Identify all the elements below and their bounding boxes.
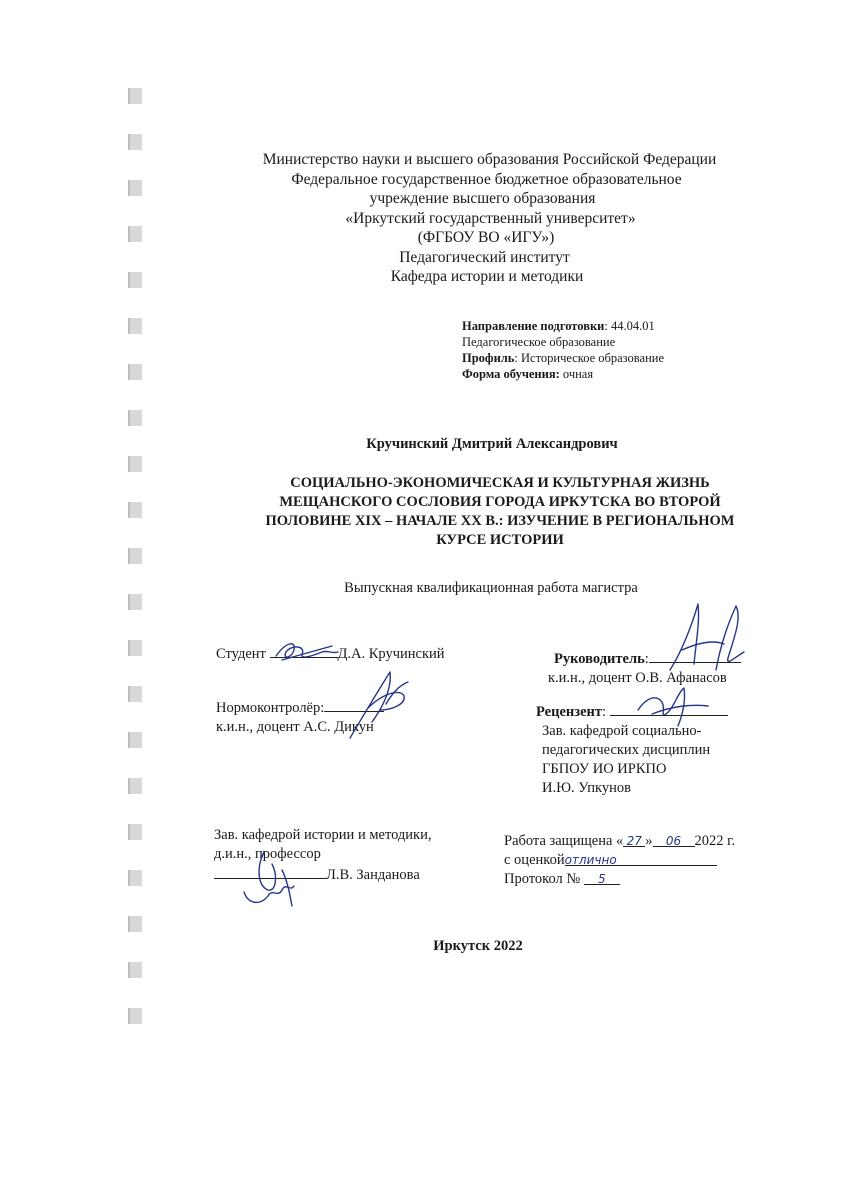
supervisor-label: Руководитель [554, 651, 645, 667]
university-name: «Иркутский государственный университет» [345, 209, 636, 227]
thesis-title: СОЦИАЛЬНО-ЭКОНОМИЧЕСКАЯ И КУЛЬТУРНАЯ ЖИЗНЬ МЕЩАНСКОГО СОСЛОВИЯ ГОРОДА ИРКУТСКА ВО ВТОРОЙ ПОЛОВИНЕ XIX – НАЧАЛЕ XX В.: ИЗУЧЕНИЕ В РЕГИОНАЛЬНОМ КУРСЕ ИСТОРИИ [265, 475, 735, 548]
protocol-number: 5 [598, 872, 606, 886]
institution-type-line: Федеральное государственное бюджетное образовательное [291, 170, 682, 188]
reviewer-label: Рецензент [536, 704, 602, 720]
department-name: Кафедра истории и методики [390, 268, 584, 285]
author-name: Кручинский Дмитрий Александрович [366, 436, 618, 452]
reviewer-signature [632, 684, 712, 730]
defense-block [504, 832, 735, 889]
defense-date-line: Работа защищена « 27 » 06 2022 г. [504, 833, 736, 849]
normcontroller-details: к.и.н., доцент А.С. Дикун [216, 719, 374, 735]
direction-line: Направление подготовки: 44.04.01 [462, 319, 655, 333]
normcontroller-signature [342, 664, 412, 744]
work-type: Выпускная квалификационная работа магистра [344, 580, 638, 596]
reviewer-block: Рецензент: Зав. кафедрой социально- педагогических дисциплин ГБПОУ ИО ИРКПО И.Ю. Упкунов [536, 701, 728, 798]
reviewer-name: И.Ю. Упкунов [542, 780, 631, 796]
student-signature [272, 636, 342, 666]
city-year: Иркутск 2022 [433, 938, 523, 954]
student-label: Студент [216, 646, 266, 662]
defense-year: 2022 г. [694, 833, 736, 849]
university-abbr: (ФГБОУ ВО «ИГУ») [417, 229, 555, 246]
normcontroller-label: Нормоконтролёр: [216, 700, 325, 716]
grade-value: отлично [564, 853, 617, 867]
institution-type-line-2: учреждение высшего образования [369, 190, 596, 207]
study-form-line: Форма обучения: очная [462, 367, 594, 381]
reviewer-position-2: педагогических дисциплин [542, 742, 711, 758]
head-name: Л.В. Занданова [326, 867, 420, 883]
defense-day: 27 [626, 834, 642, 848]
supervisor-details: к.и.н., доцент О.В. Афанасов [548, 670, 727, 686]
head-signature [238, 846, 308, 912]
institution-header [0, 150, 844, 287]
profile-line: Профиль: Историческое образование [462, 351, 665, 365]
supervisor-signature [664, 598, 750, 678]
student-name: Д.А. Кручинский [337, 646, 445, 662]
reviewer-organization: ГБПОУ ИО ИРКПО [542, 761, 667, 777]
reviewer-position-1: Зав. кафедрой социально- [542, 723, 702, 739]
protocol-line: Протокол № 5 [504, 870, 735, 889]
head-position: Зав. кафедрой истории и методики, [214, 827, 432, 843]
defense-month: 06 [665, 834, 682, 848]
direction-name: Педагогическое образование [462, 335, 616, 349]
program-info [462, 318, 664, 382]
supervisor-block: Руководитель: к.и.н., доцент О.В. Афанасов [554, 648, 741, 688]
ministry-line: Министерство науки и высшего образования Российской Федерации [262, 151, 717, 168]
grade-line: с оценкойотлично [504, 851, 735, 870]
institute-name: Педагогический институт [399, 248, 570, 266]
head-degree: д.и.н., профессор [214, 846, 321, 862]
